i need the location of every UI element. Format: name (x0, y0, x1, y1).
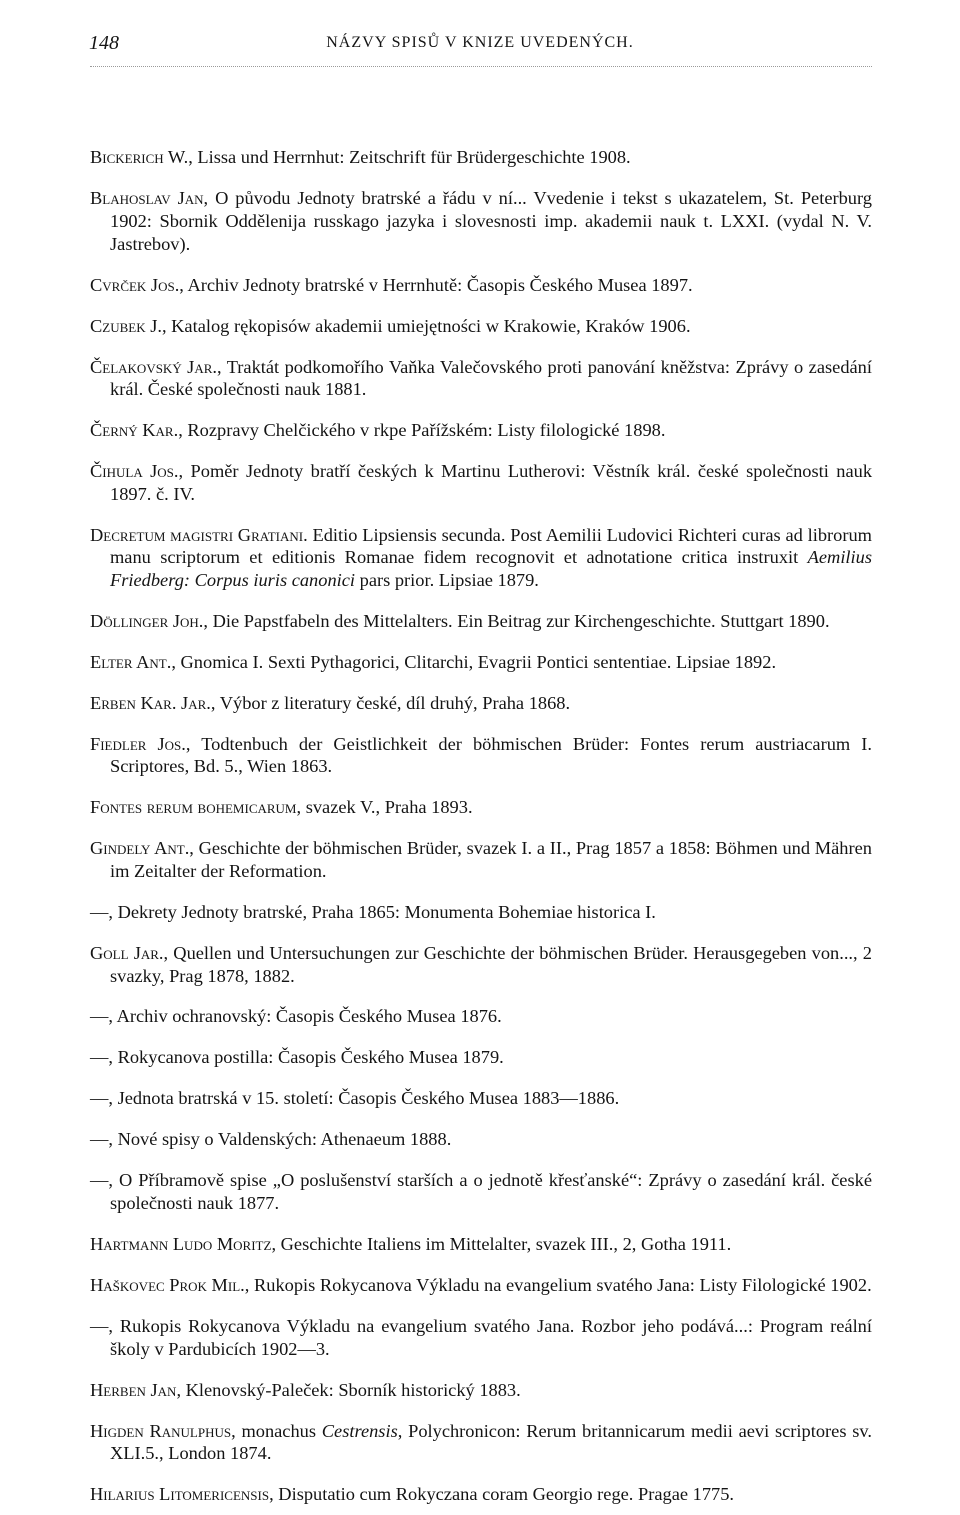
entry-text: , Disputatio cum Rokyczana coram Georgio rege. Pragae 1775. (269, 1484, 735, 1505)
bibliography-entry (90, 942, 872, 987)
entry-author: Čihula Jos. (90, 461, 179, 482)
entry-author: Elter Ant. (90, 651, 172, 672)
entry-text: , Traktát podkomořího Vaňka Valečovského proti panování kněžstva: Zprávy o zasedání král. České společnosti nauk 1881. (110, 356, 872, 400)
bibliography-entry (90, 692, 872, 715)
bibliography-entry (90, 733, 872, 778)
entry-text: —, Rukopis Rokycanova Výkladu na evangelium svatého Jana. Rozbor jeho podává...: Program reální školy v Pardubicích 1902—3. (90, 1315, 872, 1359)
entry-text: , Die Papstfabeln des Mittelalters. Ein Beitrag zur Kirchengeschichte. Stuttgart 1890. (203, 610, 830, 631)
bibliography-entry (90, 1169, 872, 1214)
entry-text: , O původu Jednoty bratrské a řádu v ní... Vvedenie i tekst s ukazatelem, St. Peterburg 1902: Sbornik Oddělenija russkago jazyka i slovesnosti imp. akademii nauk t. LXXI. (vydal N. V. Jastrebov). (110, 188, 872, 254)
entry-text: , Katalog rękopisów akademii umiejętności w Krakowie, Kraków 1906. (161, 315, 691, 336)
entry-author: Hilarius Litomericensis (90, 1484, 270, 1505)
bibliography-entry (90, 1315, 872, 1360)
entry-text-after: pars prior. Lipsiae 1879. (355, 569, 539, 590)
entry-text: —, O Příbramově spise „O poslušenství starších a o jednotě křesťanské“: Zprávy o zasedání král. české společnosti nauk 1877. (90, 1170, 872, 1214)
entry-author: Gindely Ant. (90, 838, 190, 859)
bibliography-entry (90, 1128, 872, 1151)
bibliography-entry (90, 1274, 872, 1297)
bibliography-entry (90, 1087, 872, 1110)
entry-author: Decretum magistri Gratiani. (90, 524, 308, 545)
entry-author: Higden Ranulphus (90, 1420, 232, 1441)
entry-author: Hartmann Ludo Moritz (90, 1234, 272, 1254)
bibliography-entry (90, 187, 872, 255)
bibliography-entry (90, 610, 872, 633)
entry-text: , Todtenbuch der Geistlichkeit der böhmischen Brüder: Fontes rerum austriacarum I. Scriptores, Bd. 5., Wien 1863. (110, 733, 873, 777)
bibliography-entry (90, 274, 872, 297)
entry-author: Döllinger Joh. (90, 610, 204, 631)
bibliography-entry (90, 837, 872, 882)
page-header (0, 30, 960, 60)
entry-author: Cvrček Jos. (90, 274, 180, 295)
bibliography-entry (90, 356, 872, 401)
entry-text: , svazek V., Praha 1893. (296, 797, 473, 818)
entry-author: Bickerich W. (90, 147, 189, 168)
entry-text: , Výbor z literatury české, díl druhý, Praha 1868. (210, 692, 571, 713)
bibliography-entry (90, 146, 872, 169)
bibliography-entry (90, 460, 872, 505)
bibliography-entry (90, 1483, 872, 1506)
entry-text: , monachus (231, 1420, 322, 1441)
bibliography-entry (90, 419, 872, 442)
bibliography-entry (90, 1046, 872, 1069)
entry-text: —, Archiv ochranovský: Časopis Českého Musea 1876. (90, 1006, 502, 1027)
bibliography-entry (90, 315, 872, 338)
bibliography-entry (90, 1233, 872, 1256)
bibliography-entry (90, 1005, 872, 1028)
entry-text-after: , Polychronicon: Rerum britannicarum medii aevi scriptores sv. XLI.5., London 1874. (110, 1420, 872, 1464)
bibliography-entry (90, 1420, 872, 1465)
entry-author: Fontes rerum bohemicarum (90, 797, 297, 818)
entry-text: —, Nové spisy o Valdenských: Athenaeum 1888. (90, 1129, 452, 1150)
entry-text: —, Jednota bratrská v 15. století: Časopis Českého Musea 1883—1886. (90, 1088, 620, 1109)
entry-text: , Geschichte Italiens im Mittelalter, svazek III., 2, Gotha 1911. (271, 1234, 732, 1254)
bibliography-entry (90, 651, 872, 674)
entry-author: Fiedler Jos. (90, 733, 186, 754)
entry-text: —, Dekrety Jednoty bratrské, Praha 1865: Monumenta Bohemiae historica I. (90, 901, 656, 922)
entry-author: Czubek J. (90, 315, 162, 336)
entry-title-italic: Aemilius Friedberg: Corpus iuris canonici (110, 547, 872, 590)
entry-text: , Klenovský-Paleček: Sborník historický 1883. (176, 1379, 521, 1400)
entry-author: Goll Jar. (90, 942, 164, 963)
entry-text: , Rukopis Rokycanova Výkladu na evangelium svatého Jana: Listy Filologické 1902. (244, 1274, 872, 1295)
page-number: 148 (89, 32, 119, 54)
entry-author: Blahoslav Jan (90, 188, 204, 209)
entry-text: , Lissa und Herrnhut: Zeitschrift für Brüdergeschichte 1908. (188, 147, 631, 168)
running-head: NÁZVY SPISŮ V KNIZE UVEDENÝCH. (326, 34, 634, 51)
header-rule (90, 66, 872, 67)
entry-title-italic: Cestrensis (321, 1420, 398, 1441)
bibliography-entry (90, 901, 872, 924)
bibliography-entry (90, 1379, 872, 1402)
entry-author: Erben Kar. Jar. (90, 692, 211, 713)
entry-text: , Gnomica I. Sexti Pythagorici, Clitarchi, Evagrii Pontici sententiae. Lipsiae 1892. (171, 651, 777, 672)
entry-author: Haškovec Prok Mil. (90, 1274, 245, 1295)
entry-text: , Archiv Jednoty bratrské v Herrnhutě: Časopis Českého Musea 1897. (179, 274, 693, 295)
bibliography-entry (90, 524, 872, 592)
entry-author: Černý Kar. (90, 420, 179, 441)
entry-author: Herben Jan (90, 1379, 177, 1400)
entry-text: —, Rokycanova postilla: Časopis Českého Musea 1879. (90, 1047, 504, 1068)
entry-text: Editio Lipsiensis secunda. Post Aemilii Ludovici Richteri curas ad librorum manu scriptorum et editionis Romanae fidem recognovit et adnotatione critica instruxit (110, 524, 872, 568)
entry-text: , Rozpravy Chelčického v rkpe Pařížském: Listy filologické 1898. (178, 420, 666, 441)
entry-author: Čelakovský Jar. (90, 356, 217, 377)
entry-text: , Poměr Jednoty bratří českých k Martinu Lutherovi: Věstník král. české společnosti nauk 1897. č. IV. (110, 461, 873, 504)
entry-text: , Geschichte der böhmischen Brüder, svazek I. a II., Prag 1857 a 1858: Böhmen und Mähren im Zeitalter der Reformation. (110, 838, 872, 881)
entry-text: , Quellen und Untersuchungen zur Geschichte der böhmischen Brüder. Herausgegeben von..., 2 svazky, Prag 1878, 1882. (110, 942, 872, 986)
bibliography-list (90, 128, 872, 1515)
bibliography-entry (90, 796, 872, 819)
